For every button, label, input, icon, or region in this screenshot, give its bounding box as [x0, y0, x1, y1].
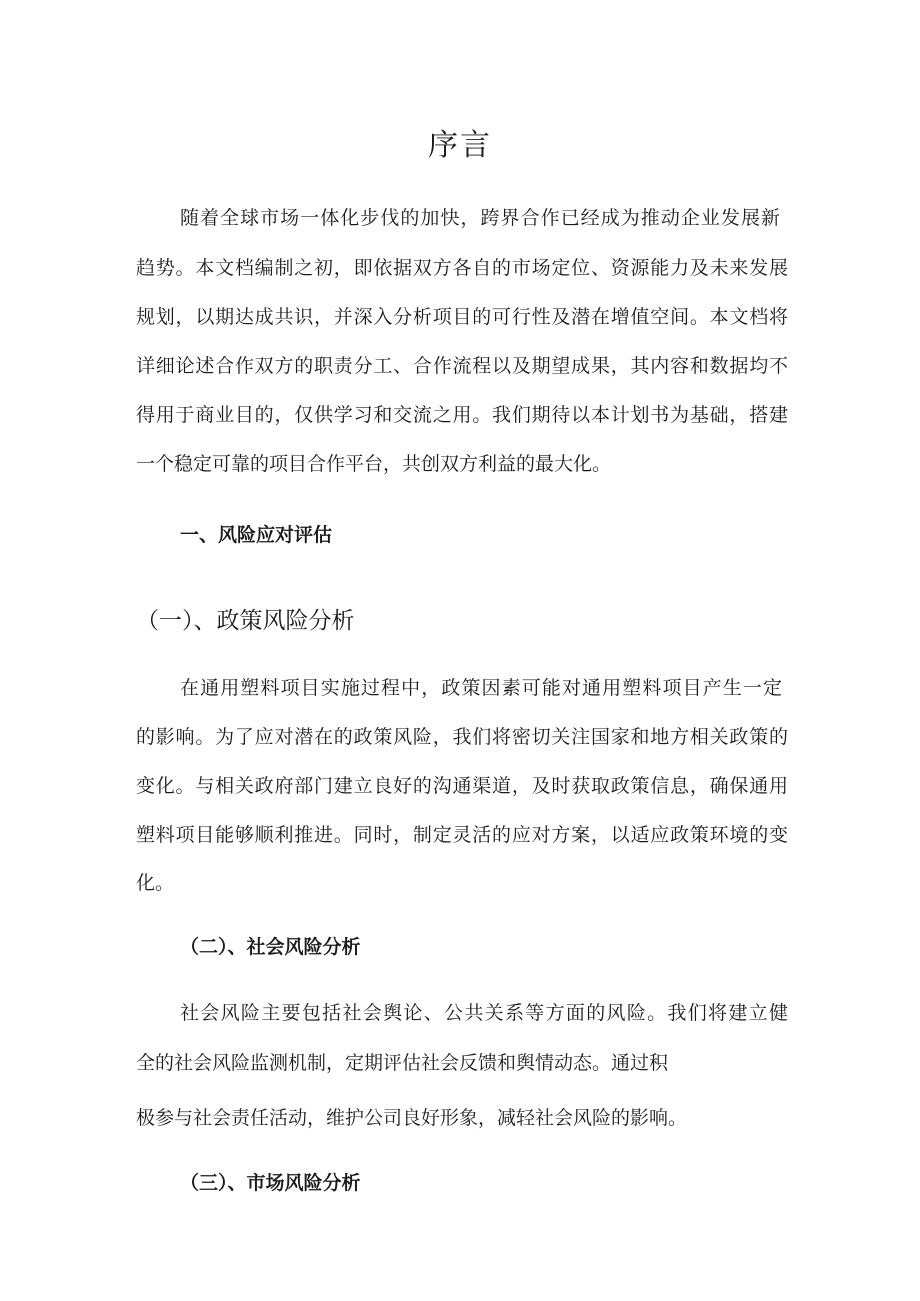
- intro-line: 随着全球市场一体化步伐的加快，跨界合作已经成为推动企业发展新: [180, 207, 780, 229]
- intro-line: 趋势。本文档编制之初，即依据双方各自的市场定位、资源能力及未来发展: [136, 257, 788, 279]
- social-line: 全的社会风险监测机制，定期评估社会反馈和舆情动态。通过积: [136, 1052, 669, 1074]
- document-title: 序言: [428, 128, 492, 163]
- section-heading: 一、风险应对评估: [180, 524, 333, 546]
- intro-line: 详细论述合作双方的职责分工、合作流程以及期望成果，其内容和数据均不: [136, 355, 788, 377]
- subsection-heading-market: （三）、市场风险分析: [180, 1172, 361, 1194]
- policy-line: 塑料项目能够顺利推进。同时，制定灵活的应对方案，以适应政策环境的变: [136, 824, 788, 846]
- policy-line: 变化。与相关政府部门建立良好的沟通渠道，及时获取政策信息，确保通用: [136, 775, 788, 797]
- social-line: 社会风险主要包括社会舆论、公共关系等方面的风险。我们将建立健: [180, 1002, 788, 1024]
- social-line: 极参与社会责任活动，维护公司良好形象，减轻社会风险的影响。: [136, 1107, 688, 1129]
- subsection-heading-social: （二）、社会风险分析: [180, 936, 361, 958]
- intro-line: 规划，以期达成共识，并深入分析项目的可行性及潜在增值空间。本文档将: [136, 306, 788, 328]
- policy-line: 化。: [136, 872, 175, 894]
- subsection-heading-policy: （一）、政策风险分析: [136, 608, 355, 634]
- intro-line: 一个稳定可靠的项目合作平台，共创双方利益的最大化。: [136, 453, 612, 475]
- policy-line: 的影响。为了应对潜在的政策风险，我们将密切关注国家和地方相关政策的: [136, 726, 788, 748]
- policy-line: 在通用塑料项目实施过程中，政策因素可能对通用塑料项目产生一定: [180, 677, 782, 699]
- intro-line: 得用于商业目的，仅供学习和交流之用。我们期待以本计划书为基础，搭建: [136, 404, 788, 426]
